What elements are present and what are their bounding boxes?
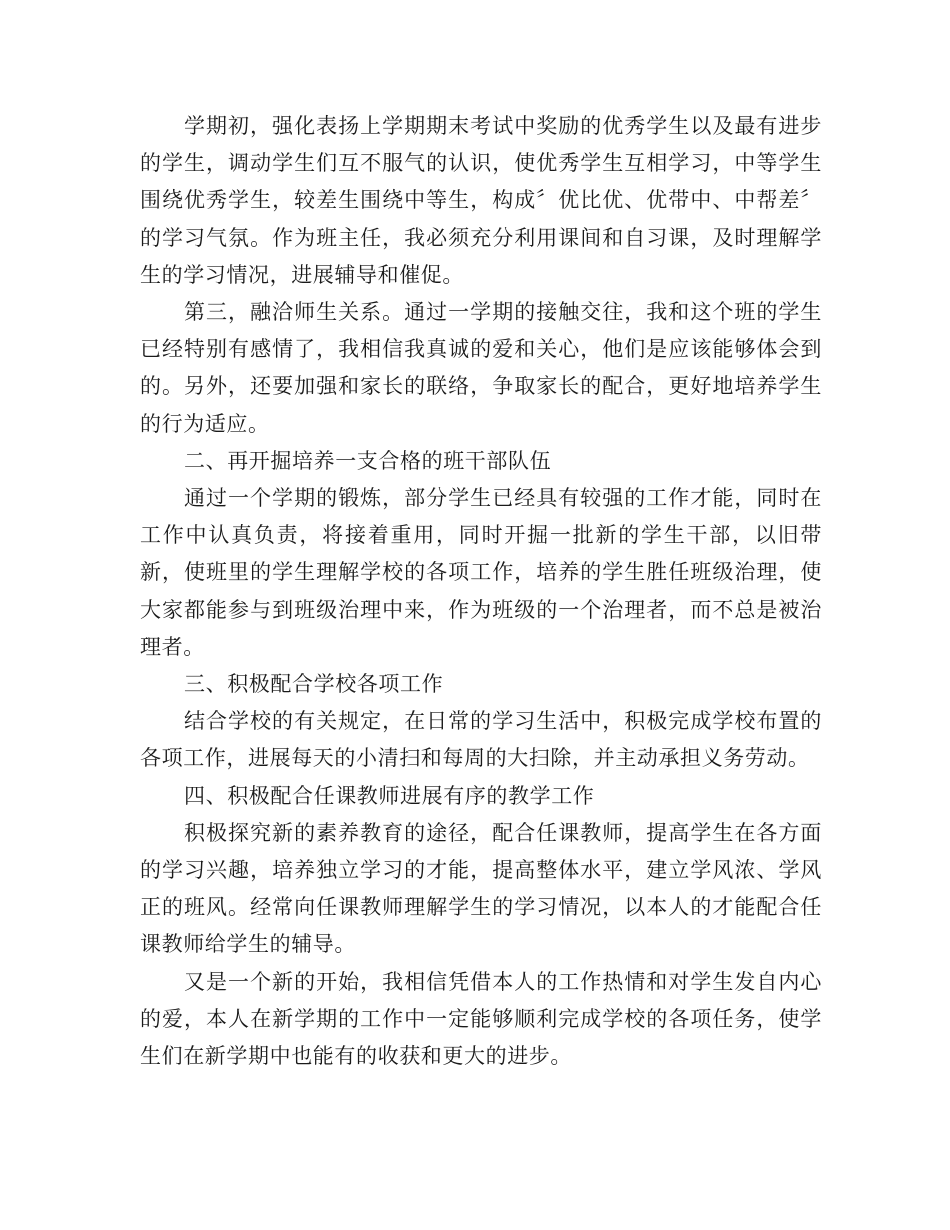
section-heading-class-cadres: 二、再开掘培养一支合格的班干部队伍 (184, 448, 552, 473)
document-body (140, 108, 822, 1075)
paragraph-class-cadres: 通过一个学期的锻炼，部分学生已经具有较强的工作才能，同时在工作中认真负责，将接着重用，同时开掘一批新的学生干部，以旧带新，使班里的学生理解学校的各项工作，培养的学生胜任班级治理，使大家都能参与到班级治理中来，作为班级的一个治理者，而不总是被治理者。 (140, 486, 822, 659)
paragraph-teaching-work: 积极探究新的素养教育的途径，配合任课教师，提高学生在各方面的学习兴趣，培养独立学习的才能，提高整体水平，建立学风浓、学风正的班风。经常向任课教师理解学生的学习情况，以本人的才能配合任课教师给学生的辅导。 (140, 820, 822, 957)
section-heading-school-work: 三、积极配合学校各项工作 (184, 672, 444, 697)
paragraph-school-work: 结合学校的有关规定，在日常的学习生活中，积极完成学校布置的各项工作，进展每天的小清扫和每周的大扫除，并主动承担义务劳动。 (140, 709, 822, 771)
paragraph-conclusion: 又是一个新的开始，我相信凭借本人的工作热情和对学生发自内心的爱，本人在新学期的工作中一定能够顺利完成学校的各项任务，使学生们在新学期中也能有的收获和更大的进步。 (140, 969, 822, 1069)
section-heading-teaching-work: 四、积极配合任课教师进展有序的教学工作 (184, 783, 595, 808)
paragraph-teacher-student-relations: 第三，融洽师生关系。通过一学期的接触交往，我和这个班的学生已经特别有感情了，我相信我真诚的爱和关心，他们是应该能够体会到的。另外，还要加强和家长的联络，争取家长的配合，更好地培养学生的行为适应。 (140, 300, 822, 436)
paragraph-intro-semester-start: 学期初，强化表扬上学期期末考试中奖励的优秀学生以及最有进步的学生，调动学生们互不服气的认识，使优秀学生互相学习，中等学生围绕优秀学生，较差生围绕中等生，构成〞优比优、优带中、中帮差〞的学习气氛。作为班主任，我必须充分利用课间和自习课，及时理解学生的学习情况，进展辅导和催促。 (140, 114, 822, 287)
